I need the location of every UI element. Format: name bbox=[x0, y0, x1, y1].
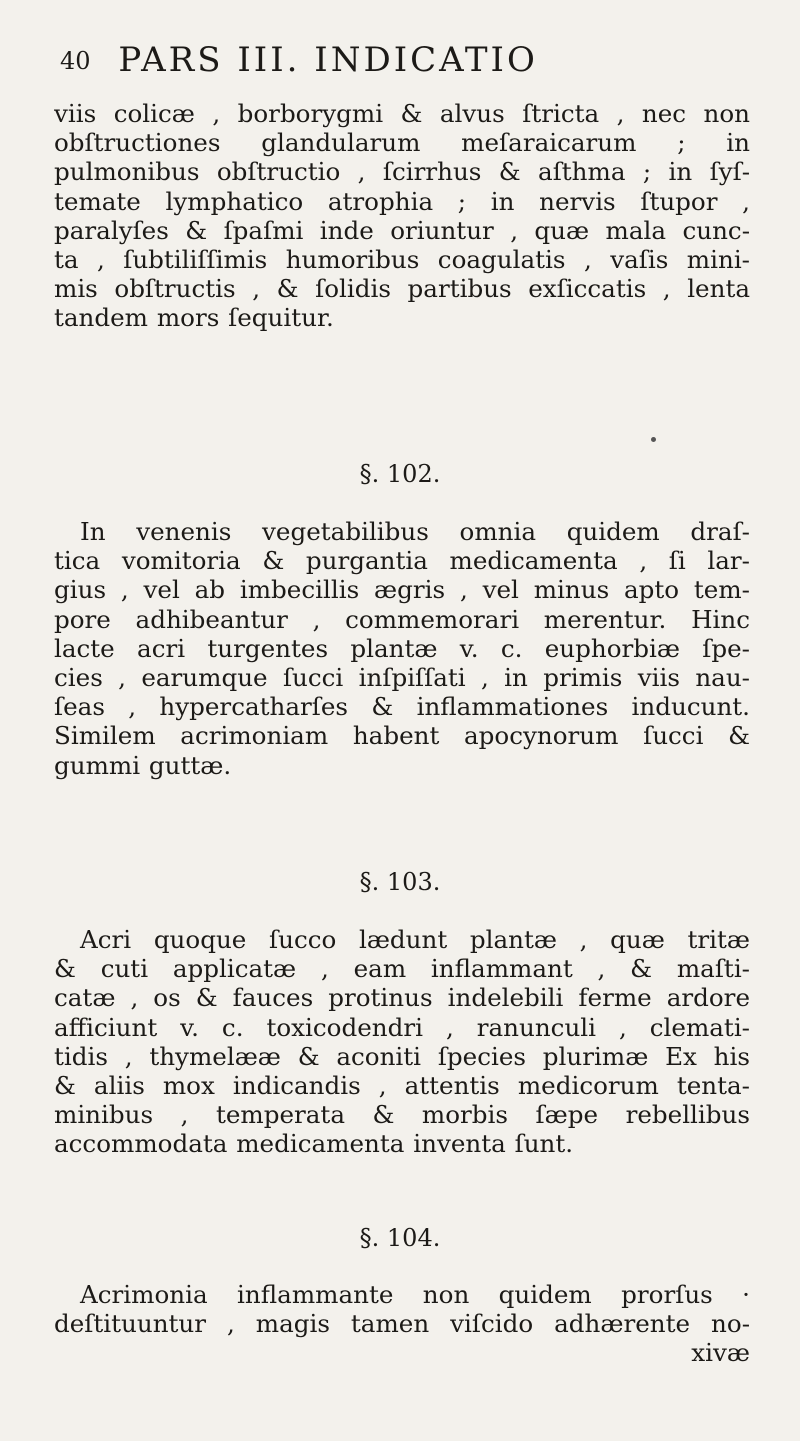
text-line: Acri quoque ſucco lædunt plantæ , quæ tritæ bbox=[80, 925, 750, 954]
text-line: accommodata medicamenta inventa ſunt. bbox=[54, 1129, 574, 1159]
text-line: tica vomitoria & purgantia medicamenta , ſi lar- bbox=[54, 546, 750, 576]
text-line: Similem acrimoniam habent apocynorum ſucci & bbox=[54, 721, 750, 751]
text-line: temate lymphatico atrophia ; in nervis ſtupor , bbox=[54, 186, 750, 216]
text-line: Acrimonia inflammante non quidem prorſus · bbox=[80, 1280, 750, 1309]
text-line: mis obſtructis , & ſolidis partibus exſiccatis , lenta bbox=[54, 274, 750, 304]
running-header bbox=[60, 40, 740, 90]
running-title: PARS III. INDICATIO bbox=[118, 40, 538, 80]
text-line: cies , earumque ſucci inſpiſſati , in primis viis nau- bbox=[54, 663, 750, 693]
section-heading-102: §. 102. bbox=[359, 460, 441, 488]
text-line: tandem mors ſequitur. bbox=[54, 303, 334, 333]
text-line: gummi guttæ. bbox=[54, 750, 232, 780]
text-line: tidis , thymelææ & aconiti ſpecies plurimæ Ex his bbox=[54, 1041, 750, 1071]
text-line: viis colicæ , borborygmi & alvus ſtricta , nec non bbox=[54, 99, 750, 128]
page-number: 40 bbox=[60, 47, 91, 75]
section-102-text bbox=[54, 517, 750, 780]
text-line: lacte acri turgentes plantæ v. c. euphorbiæ ſpe- bbox=[54, 633, 750, 663]
text-line: catæ , os & fauces protinus indelebili ferme ardore bbox=[54, 983, 750, 1013]
text-line: ta , ſubtiliſſimis humoribus coagulatis , vaſis mini- bbox=[54, 245, 750, 275]
text-line: minibus , temperata & morbis ſæpe rebellibus bbox=[54, 1100, 750, 1130]
section-103-text bbox=[54, 925, 750, 1159]
section-104-text bbox=[54, 1280, 750, 1368]
paragraph-continuation bbox=[54, 99, 750, 333]
text-line: afficiunt v. c. toxicodendri , ranunculi , clemati- bbox=[54, 1012, 750, 1042]
text-line: deſtituuntur , magis tamen viſcido adhærente no- bbox=[54, 1309, 750, 1339]
section-heading-104: §. 104. bbox=[359, 1224, 441, 1252]
text-line: pore adhibeantur , commemorari merentur. Hinc bbox=[54, 604, 750, 634]
text-line: gius , vel ab imbecillis ægris , vel minus apto tem- bbox=[54, 575, 750, 605]
text-line: & aliis mox indicandis , attentis medicorum tenta- bbox=[54, 1071, 750, 1101]
text-line: & cuti applicatæ , eam inflammant , & maſti- bbox=[54, 954, 750, 984]
text-line: obſtructiones glandularum meſaraicarum ; in bbox=[54, 128, 750, 158]
section-heading-103: §. 103. bbox=[359, 868, 441, 896]
catchword: xivæ bbox=[691, 1338, 750, 1368]
text-line: paralyſes & ſpaſmi inde oriuntur , quæ mala cunc- bbox=[54, 215, 750, 245]
ink-spot bbox=[651, 437, 656, 442]
text-line: pulmonibus obſtructio , ſcirrhus & aſthma ; in ſyſ- bbox=[54, 157, 750, 187]
text-line: ſeas , hypercatharſes & inflammationes inducunt. bbox=[54, 692, 750, 722]
text-line: In venenis vegetabilibus omnia quidem draſ- bbox=[80, 517, 750, 546]
